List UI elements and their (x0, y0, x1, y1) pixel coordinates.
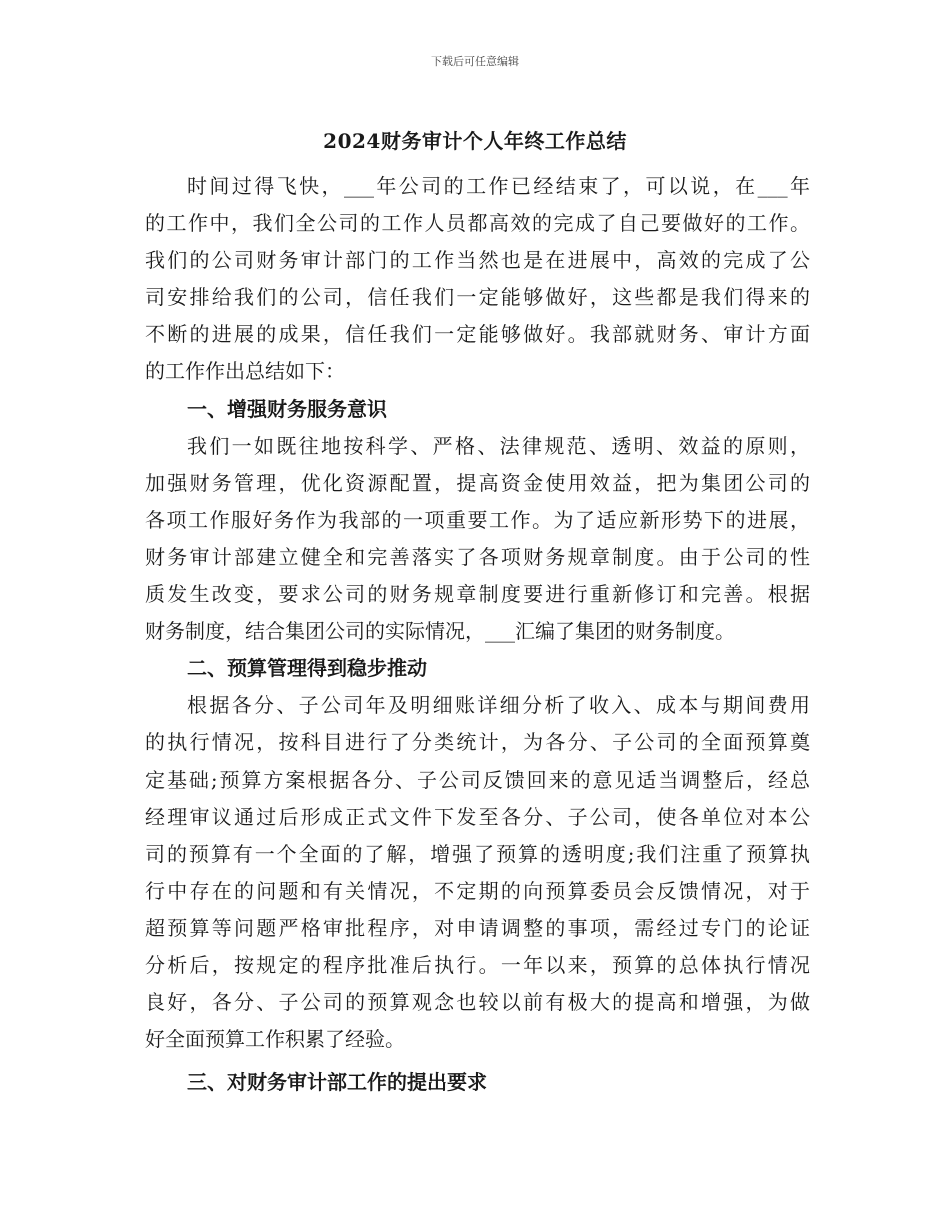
paragraph-line: 司的预算有一个全面的了解，增强了预算的透明度;我们注重了预算执 (145, 841, 810, 866)
paragraph-line: 的工作作出总结如下： (145, 359, 345, 384)
paragraph-line: 加强财务管理，优化资源配置，提高资金使用效益，把为集团公司的 (145, 470, 810, 495)
paragraph-line: 司安排给我们的公司，信任我们一定能够做好，这些都是我们得来的 (145, 285, 810, 310)
paragraph-line: 分析后，按规定的程序批准后执行。一年以来，预算的总体执行情况 (145, 952, 810, 977)
header-note: 下载后可任意编辑 (431, 55, 519, 68)
paragraph-line: 我们一如既往地按科学、严格、法律规范、透明、效益的原则， (187, 433, 810, 458)
paragraph-line: 时间过得飞快，___年公司的工作已经结束了，可以说，在___年 (187, 174, 810, 198)
paragraph-line: 超预算等问题严格审批程序，对申请调整的事项，需经过专门的论证 (145, 915, 810, 940)
section-heading: 一、增强财务服务意识 (187, 396, 387, 421)
paragraph-line: 根据各分、子公司年及明细账详细分析了收入、成本与期间费用 (187, 693, 810, 718)
paragraph-line: 的执行情况，按科目进行了分类统计，为各分、子公司的全面预算奠 (145, 730, 810, 755)
paragraph-line: 财务审计部建立健全和完善落实了各项财务规章制度。由于公司的性 (145, 544, 810, 569)
section-heading: 二、预算管理得到稳步推动 (187, 656, 427, 681)
paragraph-line: 的工作中，我们全公司的工作人员都高效的完成了自己要做好的工作。 (145, 211, 810, 236)
paragraph-line: 好全面预算工作积累了经验。 (145, 1027, 405, 1052)
document-title: 2024财务审计个人年终工作总结 (323, 129, 627, 153)
paragraph-line: 定基础;预算方案根据各分、子公司反馈回来的意见适当调整后，经总 (145, 767, 810, 792)
paragraph-line: 行中存在的问题和有关情况，不定期的向预算委员会反馈情况，对于 (145, 878, 810, 903)
paragraph-line: 质发生改变，要求公司的财务规章制度要进行重新修订和完善。根据 (145, 582, 810, 607)
paragraph-line: 财务制度，结合集团公司的实际情况，___汇编了集团的财务制度。 (145, 619, 735, 644)
paragraph-line: 经理审议通过后形成正式文件下发至各分、子公司，使各单位对本公 (145, 804, 810, 829)
document-body (145, 168, 810, 1101)
paragraph-line: 我们的公司财务审计部门的工作当然也是在进展中，高效的完成了公 (145, 248, 810, 273)
paragraph-line: 各项工作服好务作为我部的一项重要工作。为了适应新形势下的进展， (145, 507, 810, 532)
paragraph-line: 不断的进展的成果，信任我们一定能够做好。我部就财务、审计方面 (145, 322, 810, 347)
paragraph-line: 良好，各分、子公司的预算观念也较以前有极大的提高和增强，为做 (145, 990, 810, 1015)
section-heading: 三、对财务审计部工作的提出要求 (187, 1070, 487, 1095)
